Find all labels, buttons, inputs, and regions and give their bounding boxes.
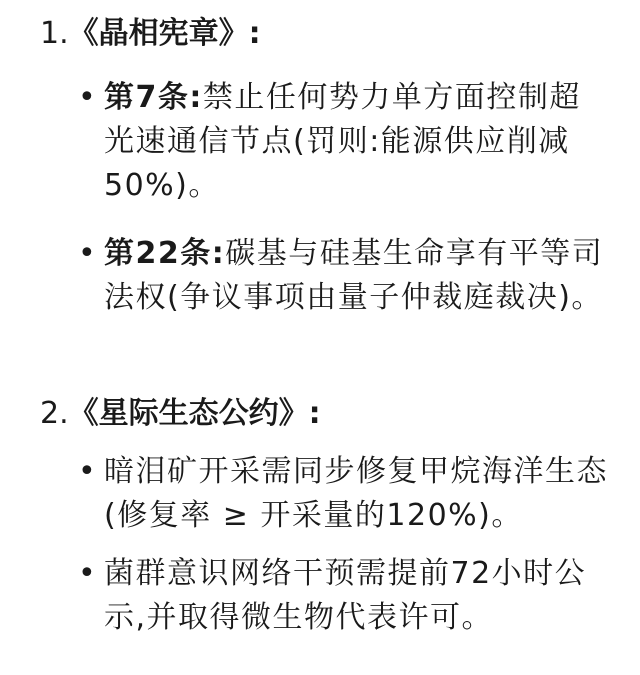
- bullet-icon: •: [78, 556, 98, 591]
- item-text: 菌群意识网络干预需提前72小时公示,并取得微生物代表许可。: [104, 556, 587, 635]
- list-item: [78, 552, 609, 640]
- section-1-title: 《晶相宪章》:: [68, 16, 261, 51]
- list-item: [78, 76, 609, 208]
- item-text: 暗泪矿开采需同步修复甲烷海洋生态(修复率 ≥ 开采量的120%)。: [104, 454, 608, 533]
- section-1-number: 1.: [40, 16, 69, 51]
- item-label: 第22条:: [104, 236, 226, 271]
- list-item: [78, 232, 609, 320]
- bullet-icon: •: [78, 80, 98, 115]
- section-2-number: 2.: [40, 396, 69, 431]
- section-2-title: 《星际生态公约》:: [68, 396, 321, 431]
- item-label: 第7条:: [104, 80, 203, 115]
- item-text: 碳基与硅基生命享有平等司法权(争议事项由量子仲裁庭裁决)。: [104, 236, 604, 315]
- section-2-heading: [40, 394, 321, 434]
- item-text: 禁止任何势力单方面控制超光速通信节点(罚则:能源供应削减50%)。: [104, 80, 581, 203]
- section-1-heading: [40, 14, 261, 54]
- bullet-icon: •: [78, 236, 98, 271]
- bullet-icon: •: [78, 454, 98, 489]
- list-item: [78, 450, 609, 538]
